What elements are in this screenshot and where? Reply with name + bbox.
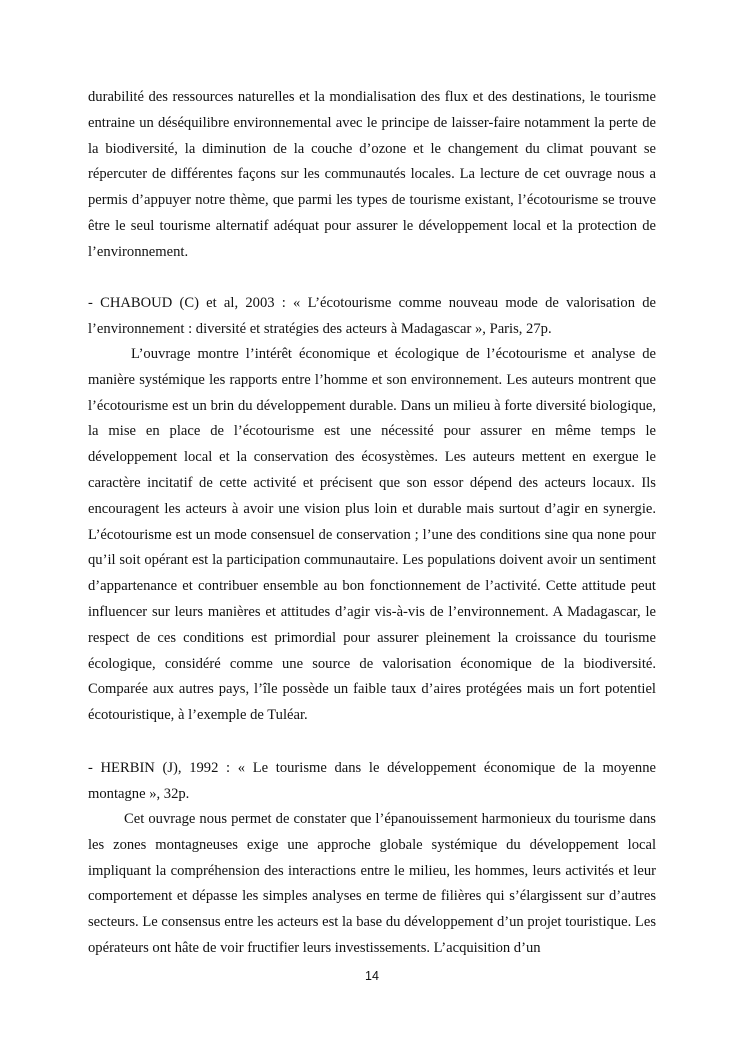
reference-summary-herbin: Cet ouvrage nous permet de constater que l’épanouissement harmonieux du tourisme dans les zones montagneuses exige une approche globale systémique du développement local impliquant la compréhension des interactions entre le milieu, les hommes, leurs activités et leur comportement et dépasse les simples analyses en terme de filières qui s’élargissent sur d’autres secteurs. Le consensus entre les acteurs est la base du développement d’un projet touristique. Les opérateurs ont hâte de voir fructifier leurs investissements. L’acquisition d’un xyxy=(88,811,656,956)
page-number: 14 xyxy=(365,969,379,983)
reference-summary-chaboud: L’ouvrage montre l’intérêt économique et écologique de l’écotourisme et analyse de manière systémique les rapports entre l’homme et son environnement. Les auteurs montrent que l’écotourisme est un brin du développement durable. Dans un milieu à forte diversité biologique, la mise en place de l’écotourisme est une nécessité pour assurer en même temps le développement local et la conservation des écosystèmes. Les auteurs mettent en exergue le caractère incitatif de cette activité et précisent que son essor dépend des acteurs locaux. Ils encouragent les acteurs à avoir une vision plus loin et durable mais surtout d’agir en synergie. L’écotourisme est un mode consensuel de conservation ; l’une des conditions sine qua none pour qu’il soit opérant est la participation communautaire. Les populations doivent avoir un sentiment d’appartenance et contribuer ensemble au bon fonctionnement de l’activité. Cette attitude peut influencer sur leurs manières et attitudes d’agir vis-à-vis de l’environnement. A Madagascar, le respect de ces conditions est primordial pour assurer pleinement la croissance du tourisme écologique, considéré comme une source de valorisation économique de la biodiversité. Comparée aux autres pays, l’île possède un faible taux d’aires protégées mais un fort potentiel écotouristique, à l’exemple de Tuléar. xyxy=(88,346,656,724)
reference-citation-herbin: - HERBIN (J), 1992 : « Le tourisme dans le développement économique de la moyenne montagne », 32p. xyxy=(88,760,656,802)
intro-paragraph: durabilité des ressources naturelles et la mondialisation des flux et des destinations, le tourisme entraine un déséquilibre environnemental avec le principe de laisser-faire notamment la perte de la biodiversité, la diminution de la couche d’ozone et le changement du climat pouvant se répercuter de différentes façons sur les communautés locales. La lecture de cet ouvrage nous a permis d’appuyer notre thème, que parmi les types de tourisme existant, l’écotourisme se trouve être le seul tourisme alternatif adéquat pour assurer le développement local et la protection de l’environnement. xyxy=(88,89,656,260)
reference-citation-chaboud: - CHABOUD (C) et al, 2003 : « L’écotourisme comme nouveau mode de valorisation de l’environnement : diversité et stratégies des acteurs à Madagascar », Paris, 27p. xyxy=(88,295,656,337)
